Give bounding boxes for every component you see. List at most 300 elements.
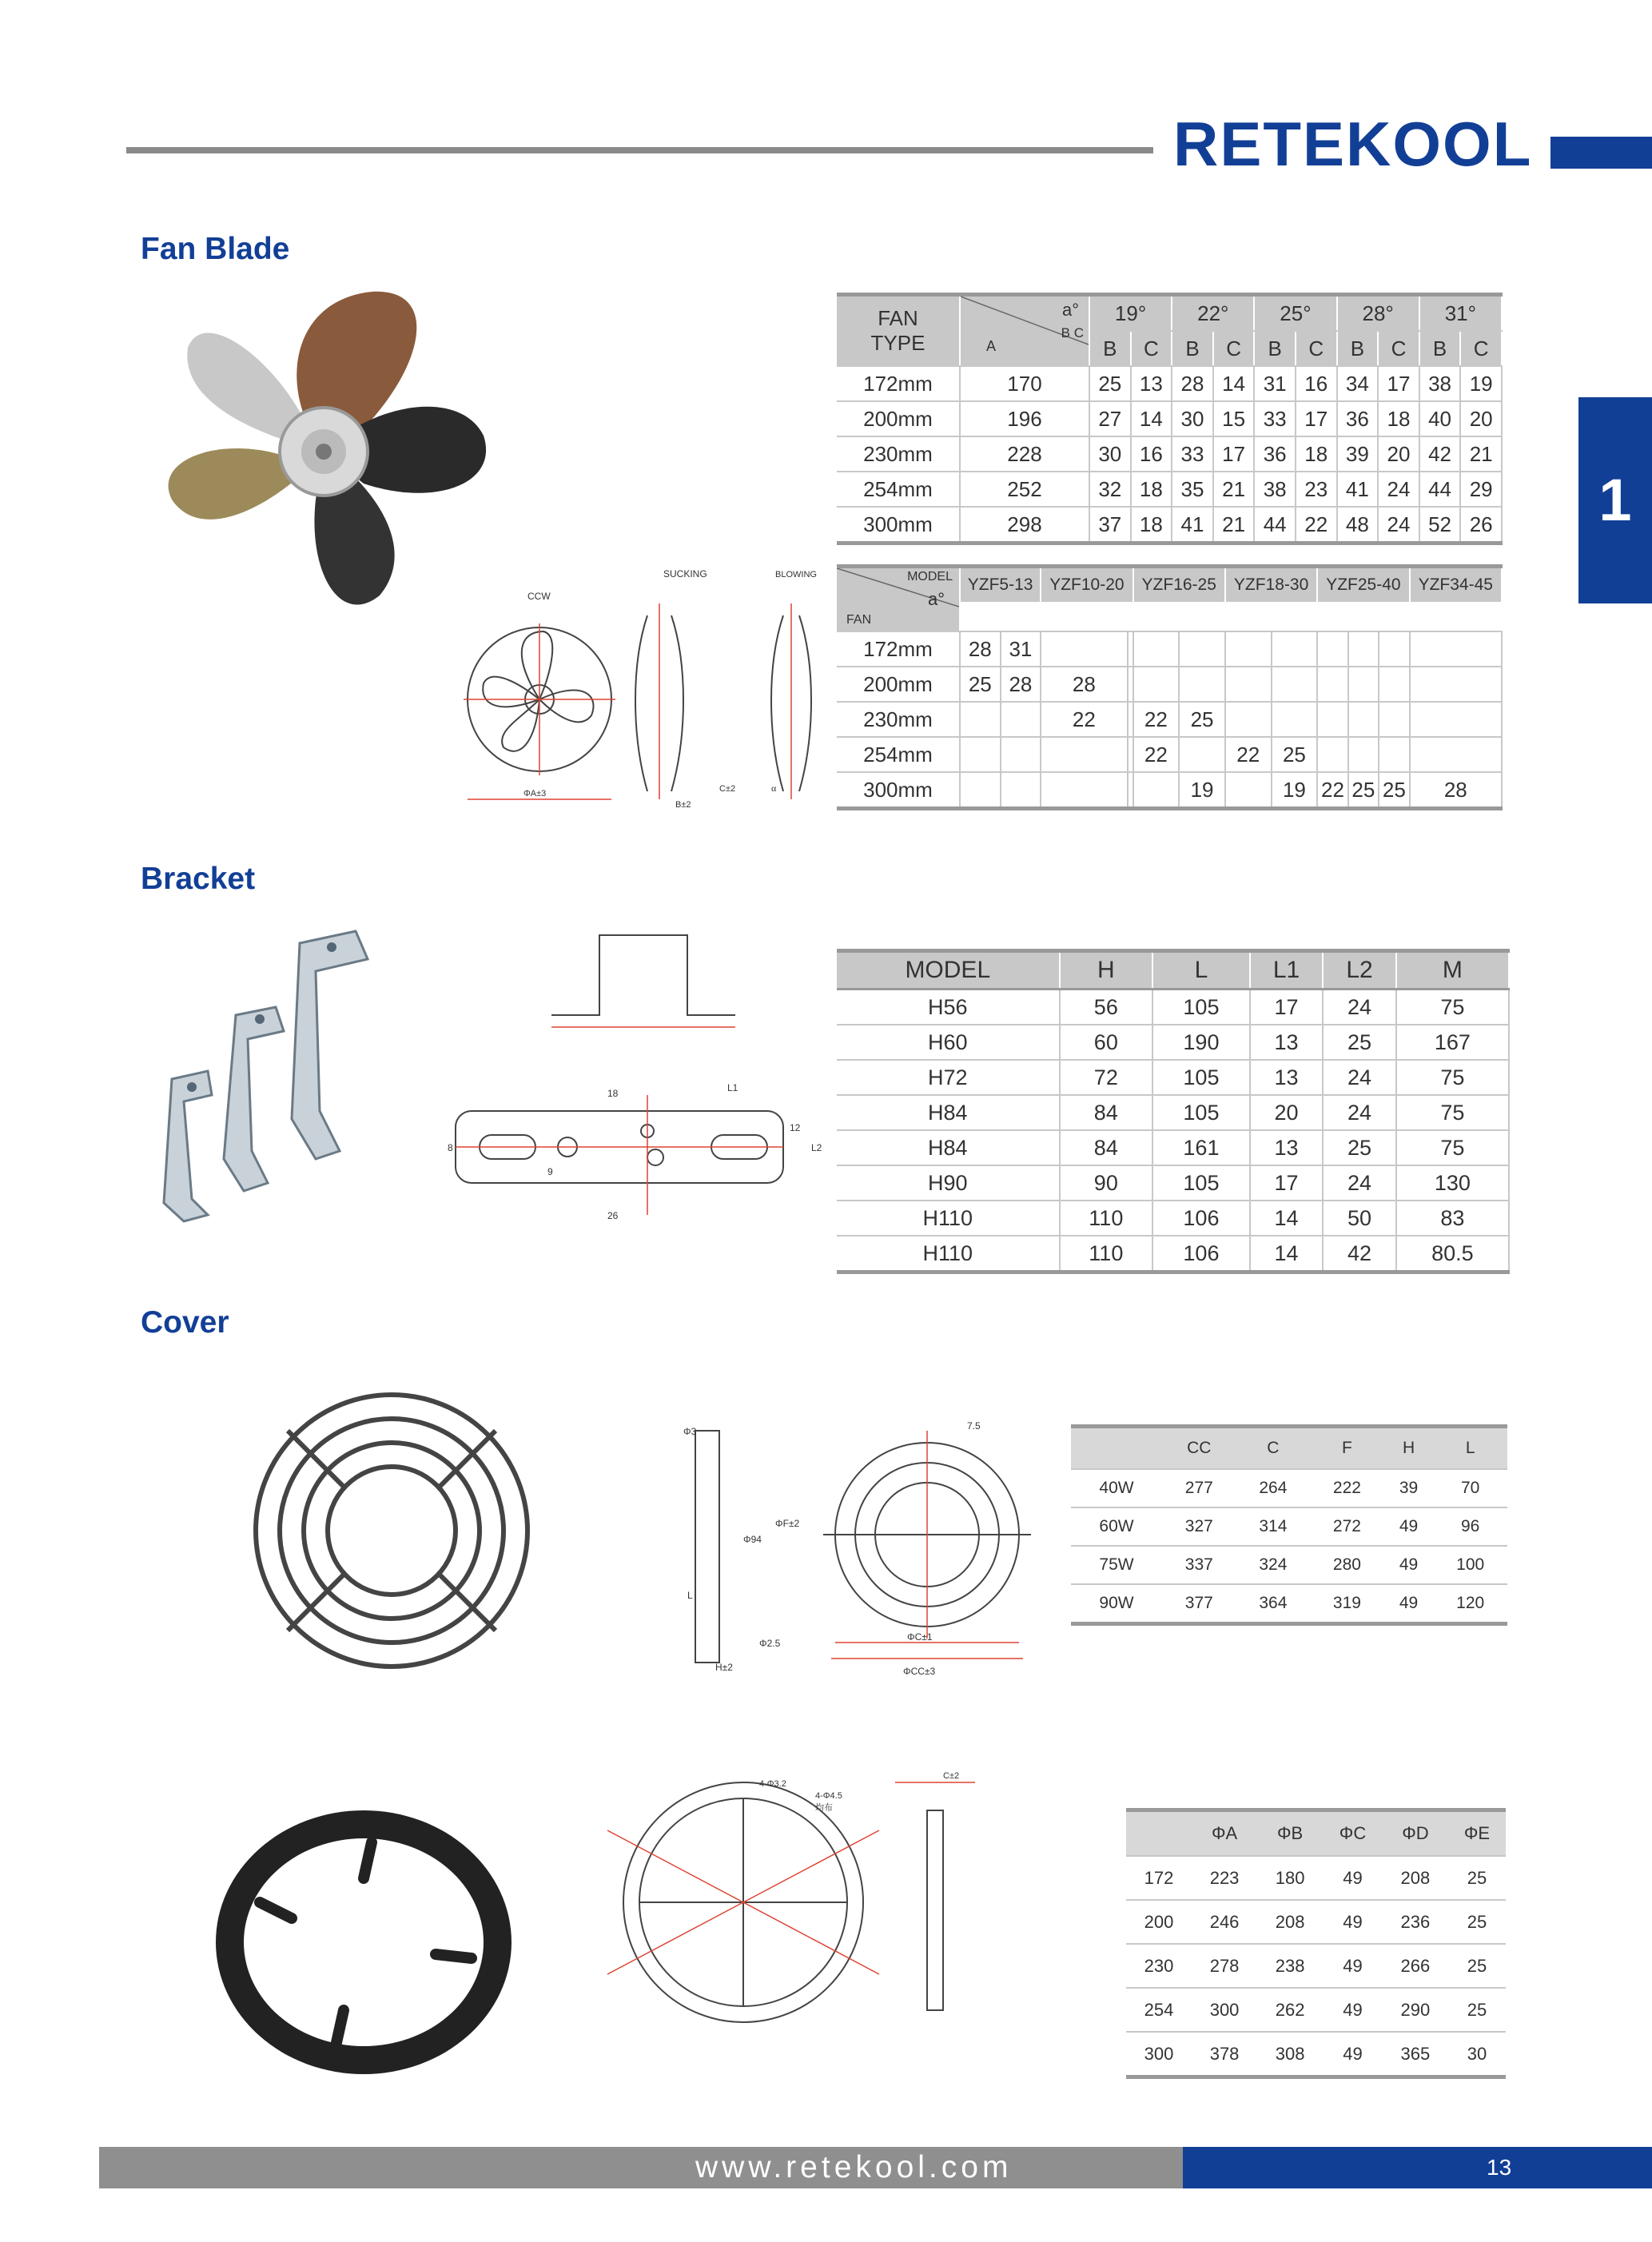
sucking-label: SUCKING: [663, 568, 707, 579]
bc-value-cell: 18: [1131, 507, 1172, 544]
bracket-drawing: [448, 911, 831, 1231]
brand-logo: RETEKOOL: [1173, 109, 1533, 179]
bc-value-cell: 31: [1254, 366, 1296, 401]
footer-url[interactable]: www.retekool.com: [695, 2150, 1013, 2184]
section-title-bracket: Bracket: [141, 862, 256, 896]
table-cell: 110: [1060, 1201, 1153, 1236]
table-cell: 167: [1396, 1025, 1509, 1060]
table-cell: 223: [1192, 1856, 1257, 1900]
table-row: [1126, 1988, 1506, 2032]
table-cell: 190: [1152, 1025, 1250, 1060]
alpha-label: α: [771, 783, 777, 794]
angle-value-cell: [1225, 667, 1272, 702]
model-header: YZF18-30: [1225, 567, 1317, 603]
angle-value-cell: 25: [1379, 772, 1409, 809]
bc-header: B: [1419, 331, 1461, 366]
table-cell: 246: [1192, 1900, 1257, 1944]
table-cell: 278: [1192, 1944, 1257, 1988]
angle-value-cell: [1133, 772, 1180, 809]
bc-value-cell: 21: [1213, 472, 1255, 507]
bracket-column-header: L2: [1323, 951, 1396, 990]
angle-value-cell: [1317, 667, 1347, 702]
dim-8: 8: [448, 1142, 453, 1153]
angle-value-cell: 25: [960, 667, 1001, 702]
bc-value-cell: 41: [1337, 472, 1379, 507]
table-cell: 25: [1323, 1025, 1396, 1060]
angle-value-cell: 28: [960, 631, 1001, 667]
bc-value-cell: 29: [1460, 472, 1502, 507]
l-dim-label: L: [687, 1590, 693, 1601]
table-cell: H60: [837, 1025, 1060, 1060]
ring-column-header: ΦA: [1192, 1810, 1257, 1857]
model-header: YZF10-20: [1041, 567, 1133, 603]
bc-value-cell: 16: [1296, 366, 1337, 401]
bc-value-cell: 16: [1131, 436, 1172, 472]
table-cell: 200: [1126, 1900, 1192, 1944]
table-cell: 49: [1384, 1584, 1434, 1624]
table-cell: 377: [1162, 1584, 1236, 1624]
bc-value-cell: 33: [1172, 436, 1213, 472]
chapter-tab: 1: [1578, 397, 1652, 603]
bracket-column-header: H: [1060, 951, 1153, 990]
table-row: [1071, 1469, 1507, 1507]
table-cell: 42: [1323, 1236, 1396, 1272]
angle-value-cell: [1133, 667, 1180, 702]
fan-size-cell: 300mm: [837, 772, 960, 809]
h-dim-label: H±2: [715, 1662, 733, 1673]
model-diag-header: MODEL a° FAN: [837, 567, 960, 632]
table-cell: 30: [1448, 2032, 1506, 2077]
table-cell: 14: [1250, 1236, 1324, 1272]
table-row: [1126, 1944, 1506, 1988]
table-row: [837, 1060, 1509, 1095]
table-cell: 25: [1448, 1944, 1506, 1988]
table-cell: 25: [1448, 1856, 1506, 1900]
angle-header: 31°: [1419, 295, 1502, 332]
bc-header: C: [1131, 331, 1172, 366]
table-cell: 72: [1060, 1060, 1153, 1095]
fan-type-cell: 300mm: [837, 507, 960, 544]
bracket-table: [837, 949, 1510, 1274]
table-row: [1071, 1507, 1507, 1546]
header-rule: [126, 147, 1153, 153]
angle-value-cell: [960, 702, 1001, 737]
bc-value-cell: 25: [1089, 366, 1131, 401]
hole45-label: 4-Φ4.5: [815, 1791, 842, 1801]
bc-value-cell: 33: [1254, 401, 1296, 436]
angle-value-cell: [1179, 667, 1225, 702]
bracket-column-header: MODEL: [837, 951, 1060, 990]
section-title-fan-blade: Fan Blade: [141, 232, 290, 266]
table-cell: 25: [1448, 1988, 1506, 2032]
angle-value-cell: [1128, 667, 1133, 702]
fan-type-cell: 230mm: [837, 436, 960, 472]
table-cell: 17: [1250, 1165, 1324, 1201]
table-cell: 208: [1257, 1900, 1323, 1944]
bc-value-cell: 36: [1337, 401, 1379, 436]
angle-value-cell: [1041, 737, 1127, 772]
table-row: [837, 667, 1502, 702]
table-row: [837, 1165, 1509, 1201]
table-cell: 84: [1060, 1130, 1153, 1165]
bc-header: C: [1296, 331, 1337, 366]
fan-type-cell: 254mm: [837, 472, 960, 507]
bc-value-cell: 52: [1419, 507, 1461, 544]
table-row: [837, 1025, 1509, 1060]
a-value-cell: 298: [960, 507, 1089, 544]
ring-column-header: [1126, 1810, 1192, 1857]
table-cell: 84: [1060, 1095, 1153, 1130]
table-cell: 266: [1383, 1944, 1448, 1988]
table-row: [837, 507, 1502, 544]
table-cell: 180: [1257, 1856, 1323, 1900]
table-cell: 120: [1433, 1584, 1507, 1624]
table-row: [837, 1236, 1509, 1272]
table-cell: 161: [1152, 1130, 1250, 1165]
table-cell: H56: [837, 990, 1060, 1025]
angle-value-cell: [1179, 631, 1225, 667]
ring-column-header: ΦB: [1257, 1810, 1323, 1857]
cover-column-header: CC: [1162, 1427, 1236, 1470]
a-value-cell: 252: [960, 472, 1089, 507]
fan-type-cell: 172mm: [837, 366, 960, 401]
fan-angle-table: [837, 293, 1503, 545]
table-cell: 364: [1236, 1584, 1311, 1624]
table-cell: H84: [837, 1095, 1060, 1130]
table-cell: 24: [1323, 1095, 1396, 1130]
bc-header: C: [1378, 331, 1419, 366]
table-cell: 90: [1060, 1165, 1153, 1201]
angle-value-cell: [1041, 772, 1127, 809]
bc-value-cell: 21: [1460, 436, 1502, 472]
table-cell: 49: [1384, 1507, 1434, 1546]
table-cell: 83: [1396, 1201, 1509, 1236]
angle-value-cell: 22: [1317, 772, 1347, 809]
bc-value-cell: 40: [1419, 401, 1461, 436]
angle-value-cell: 25: [1348, 772, 1379, 809]
angle-value-cell: 25: [1179, 702, 1225, 737]
bc-value-cell: 14: [1131, 401, 1172, 436]
table-cell: 106: [1152, 1201, 1250, 1236]
angle-value-cell: [1128, 772, 1133, 809]
table-cell: 25: [1448, 1900, 1506, 1944]
table-row: [837, 990, 1509, 1025]
bc-value-cell: 44: [1254, 507, 1296, 544]
table-cell: 50: [1323, 1201, 1396, 1236]
angle-value-cell: 25: [1272, 737, 1318, 772]
angle-header: 19°: [1089, 295, 1172, 332]
table-row: [1126, 1856, 1506, 1900]
angle-value-cell: [1225, 702, 1272, 737]
angle-value-cell: 28: [1001, 667, 1041, 702]
bc-value-cell: 17: [1296, 401, 1337, 436]
angle-value-cell: [1128, 702, 1133, 737]
cover-column-header: C: [1236, 1427, 1311, 1470]
table-cell: 75: [1396, 1130, 1509, 1165]
cover-grille-photo: [240, 1383, 543, 1679]
phi94-label: Φ94: [743, 1534, 762, 1545]
angle-value-cell: [1179, 737, 1225, 772]
table-cell: 172: [1126, 1856, 1192, 1900]
bc-value-cell: 14: [1213, 366, 1255, 401]
fan-size-cell: 200mm: [837, 667, 960, 702]
table-cell: 70: [1433, 1469, 1507, 1507]
table-cell: 24: [1323, 990, 1396, 1025]
table-cell: 327: [1162, 1507, 1236, 1546]
bc-value-cell: 28: [1172, 366, 1213, 401]
table-cell: 75: [1396, 990, 1509, 1025]
bc-header: B: [1172, 331, 1213, 366]
angle-value-cell: [1379, 737, 1409, 772]
angle-value-cell: [1317, 631, 1347, 667]
c-dim-ring-label: C±2: [943, 1771, 960, 1781]
table-cell: 300: [1192, 1988, 1257, 2032]
table-cell: H72: [837, 1060, 1060, 1095]
table-cell: 49: [1323, 2032, 1383, 2077]
table-cell: 13: [1250, 1060, 1324, 1095]
bc-value-cell: 30: [1089, 436, 1131, 472]
table-row: [837, 366, 1502, 401]
bc-value-cell: 38: [1254, 472, 1296, 507]
table-row: [837, 631, 1502, 667]
angle-header: 25°: [1254, 295, 1336, 332]
angle-value-cell: [1348, 631, 1379, 667]
table-cell: 314: [1236, 1507, 1311, 1546]
fan-type-cell: 200mm: [837, 401, 960, 436]
table-cell: 230: [1126, 1944, 1192, 1988]
table-cell: 272: [1310, 1507, 1384, 1546]
bc-value-cell: 20: [1460, 401, 1502, 436]
c-dim-label: C±2: [719, 784, 736, 794]
bc-value-cell: 22: [1296, 507, 1337, 544]
ccw-label: CCW: [527, 591, 551, 602]
table-cell: 300: [1126, 2032, 1192, 2077]
fan-size-cell: 254mm: [837, 737, 960, 772]
angle-value-cell: [1128, 737, 1133, 772]
page-number: 13: [1487, 2155, 1512, 2180]
cover-table: [1071, 1424, 1507, 1626]
cover-column-header: H: [1384, 1427, 1434, 1470]
bc-header: B: [1337, 331, 1379, 366]
bracket-column-header: L1: [1250, 951, 1324, 990]
table-cell: 49: [1323, 1856, 1383, 1900]
ring-drawing: [559, 1766, 1031, 2046]
angle-value-cell: [1001, 772, 1041, 809]
table-cell: 90W: [1071, 1584, 1162, 1624]
cover-column-header: F: [1310, 1427, 1384, 1470]
ring-column-header: ΦE: [1448, 1810, 1506, 1857]
table-cell: 49: [1323, 1944, 1383, 1988]
bc-value-cell: 41: [1172, 507, 1213, 544]
table-cell: 105: [1152, 1165, 1250, 1201]
bc-value-cell: 17: [1378, 366, 1419, 401]
angle-value-cell: [1348, 737, 1379, 772]
bc-value-cell: 20: [1378, 436, 1419, 472]
fan-type-header: FAN TYPE: [837, 295, 960, 367]
table-cell: 17: [1250, 990, 1324, 1025]
table-cell: 75W: [1071, 1546, 1162, 1584]
table-cell: 290: [1383, 1988, 1448, 2032]
ring-table: [1126, 1808, 1506, 2079]
angle-value-cell: [1317, 702, 1347, 737]
table-cell: 277: [1162, 1469, 1236, 1507]
table-row: [1126, 2032, 1506, 2077]
dim-l2: L2: [811, 1142, 822, 1153]
table-cell: 222: [1310, 1469, 1384, 1507]
bc-value-cell: 39: [1337, 436, 1379, 472]
angle-value-cell: [1379, 667, 1409, 702]
table-cell: 96: [1433, 1507, 1507, 1546]
angle-value-cell: [1348, 702, 1379, 737]
a-value-cell: 228: [960, 436, 1089, 472]
ring-column-header: ΦC: [1323, 1810, 1383, 1857]
table-cell: 24: [1323, 1165, 1396, 1201]
table-row: [837, 436, 1502, 472]
angle-value-cell: [1272, 702, 1318, 737]
table-cell: 56: [1060, 990, 1153, 1025]
table-cell: 106: [1152, 1236, 1250, 1272]
angle-value-cell: [960, 737, 1001, 772]
table-cell: 308: [1257, 2032, 1323, 2077]
angle-value-cell: 28: [1410, 772, 1502, 809]
table-cell: 105: [1152, 1060, 1250, 1095]
table-cell: 25: [1323, 1130, 1396, 1165]
angle-value-cell: [1410, 702, 1502, 737]
bracket-column-header: M: [1396, 951, 1509, 990]
table-cell: 40W: [1071, 1469, 1162, 1507]
table-cell: 105: [1152, 990, 1250, 1025]
dim-26: 26: [607, 1210, 619, 1221]
angle-value-cell: [1225, 772, 1272, 809]
table-cell: 60W: [1071, 1507, 1162, 1546]
dim-75: 7.5: [967, 1420, 981, 1432]
dim-12: 12: [790, 1122, 801, 1133]
model-header: YZF5-13: [960, 567, 1041, 603]
table-cell: 262: [1257, 1988, 1323, 2032]
bc-header: B: [1254, 331, 1296, 366]
table-cell: 13: [1250, 1130, 1324, 1165]
angle-value-cell: [1001, 737, 1041, 772]
angle-value-cell: [1348, 667, 1379, 702]
table-cell: 75: [1396, 1060, 1509, 1095]
angle-value-cell: [1272, 631, 1318, 667]
table-cell: 208: [1383, 1856, 1448, 1900]
bc-value-cell: 36: [1254, 436, 1296, 472]
table-cell: 60: [1060, 1025, 1153, 1060]
phi-cc-label: ΦCC±3: [903, 1666, 936, 1677]
bc-value-cell: 18: [1378, 401, 1419, 436]
bc-header: B: [1089, 331, 1131, 366]
angle-value-cell: [1410, 667, 1502, 702]
table-cell: 264: [1236, 1469, 1311, 1507]
blowing-label: BLOWING: [775, 570, 817, 579]
table-cell: 130: [1396, 1165, 1509, 1201]
bc-header: C: [1460, 331, 1502, 366]
angle-value-cell: [1272, 667, 1318, 702]
angle-value-cell: [1410, 737, 1502, 772]
table-cell: 80.5: [1396, 1236, 1509, 1272]
table-row: [1126, 1900, 1506, 1944]
table-row: [1071, 1584, 1507, 1624]
phi-c-label: ΦC±1: [907, 1631, 933, 1643]
table-cell: 14: [1250, 1201, 1324, 1236]
angle-value-cell: [1410, 631, 1502, 667]
angle-value-cell: 19: [1179, 772, 1225, 809]
cover-grille-drawing: [663, 1415, 1079, 1686]
table-row: [1071, 1546, 1507, 1584]
table-cell: 280: [1310, 1546, 1384, 1584]
bc-value-cell: 23: [1296, 472, 1337, 507]
phi-f-label: ΦF±2: [775, 1518, 800, 1529]
angle-value-cell: 31: [1001, 631, 1041, 667]
bc-value-cell: 34: [1337, 366, 1379, 401]
table-cell: H110: [837, 1201, 1060, 1236]
model-header: YZF16-25: [1133, 567, 1225, 603]
angle-value-cell: [1379, 702, 1409, 737]
dim-9: 9: [547, 1166, 553, 1177]
fan-blade-photo: [144, 280, 496, 615]
bracket-column-header: L: [1152, 951, 1250, 990]
table-cell: 378: [1192, 2032, 1257, 2077]
fan-blade-drawing: [448, 560, 831, 823]
fan-size-cell: 230mm: [837, 702, 960, 737]
model-header: YZF34-45: [1410, 567, 1502, 603]
angle-value-cell: 22: [1133, 737, 1180, 772]
table-cell: 238: [1257, 1944, 1323, 1988]
bc-value-cell: 17: [1213, 436, 1255, 472]
table-row: [837, 702, 1502, 737]
dim-l1: L1: [727, 1082, 738, 1093]
bc-value-cell: 24: [1378, 472, 1419, 507]
fan-size-cell: 172mm: [837, 631, 960, 667]
section-title-cover: Cover: [141, 1305, 229, 1340]
angle-value-cell: 19: [1272, 772, 1318, 809]
bc-value-cell: 38: [1419, 366, 1461, 401]
bc-value-cell: 42: [1419, 436, 1461, 472]
table-cell: H110: [837, 1236, 1060, 1272]
table-cell: 105: [1152, 1095, 1250, 1130]
angle-header: 28°: [1337, 295, 1419, 332]
bc-value-cell: 18: [1131, 472, 1172, 507]
angle-value-cell: [1133, 631, 1180, 667]
bc-value-cell: 24: [1378, 507, 1419, 544]
phi25-label: Φ2.5: [759, 1638, 781, 1649]
table-cell: 49: [1384, 1546, 1434, 1584]
table-cell: 236: [1383, 1900, 1448, 1944]
angle-value-cell: [960, 772, 1001, 809]
b-dim-label: B±2: [675, 800, 691, 810]
bc-value-cell: 21: [1213, 507, 1255, 544]
table-cell: 337: [1162, 1546, 1236, 1584]
diagonal-header: a° B C A: [960, 295, 1089, 367]
fan-model-table: [837, 564, 1503, 810]
table-row: [837, 401, 1502, 436]
table-cell: 49: [1323, 1988, 1383, 2032]
table-row: [837, 772, 1502, 809]
bc-value-cell: 30: [1172, 401, 1213, 436]
angle-value-cell: 22: [1225, 737, 1272, 772]
bc-value-cell: 44: [1419, 472, 1461, 507]
table-cell: 24: [1323, 1060, 1396, 1095]
table-cell: 39: [1384, 1469, 1434, 1507]
bc-value-cell: 15: [1213, 401, 1255, 436]
bc-header: C: [1213, 331, 1255, 366]
table-row: [837, 1201, 1509, 1236]
a-value-cell: 170: [960, 366, 1089, 401]
table-cell: 75: [1396, 1095, 1509, 1130]
angle-value-cell: [1225, 631, 1272, 667]
table-cell: H90: [837, 1165, 1060, 1201]
